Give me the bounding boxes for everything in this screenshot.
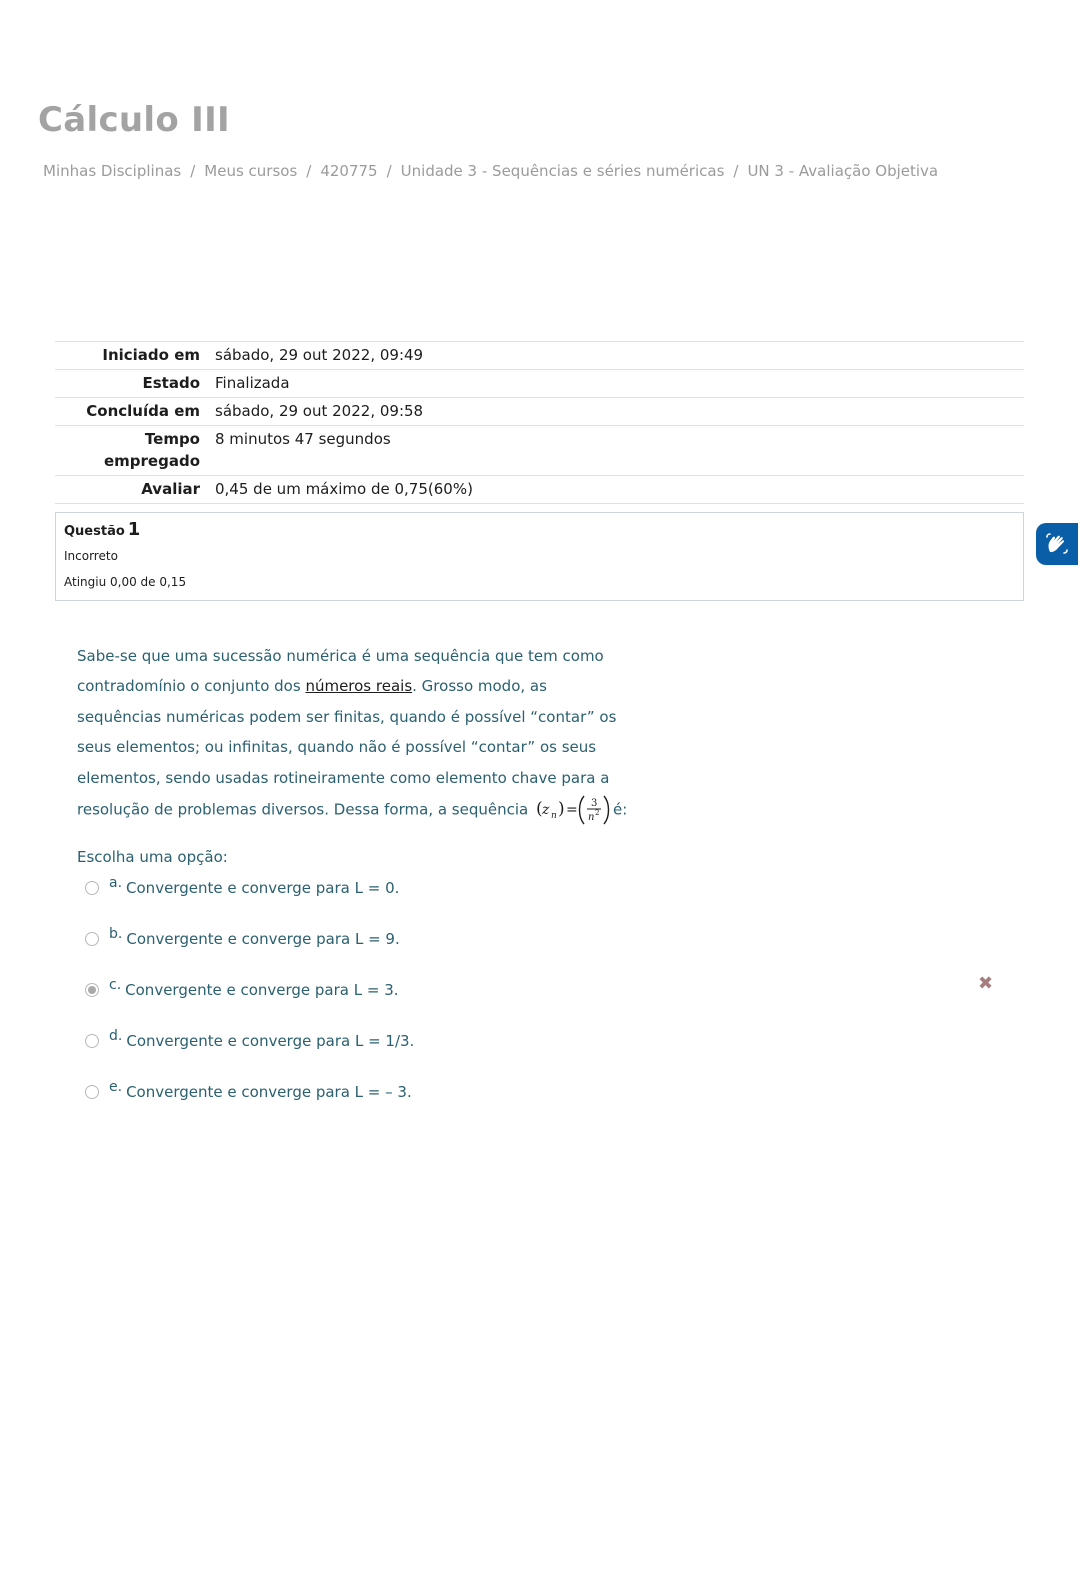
option-radio[interactable] [85,1085,99,1099]
option-letter: a. [109,875,123,891]
question-text-end: é: [613,800,628,819]
summary-row-state [55,370,1024,398]
breadcrumb-separator: / [386,162,392,180]
question-info-box [55,512,1024,601]
option-radio[interactable] [85,1034,99,1048]
svg-text:=: = [566,802,578,819]
page-title: Cálculo III [38,100,231,140]
formula-subscript: n [551,811,557,822]
breadcrumb-separator: / [190,162,196,180]
formula-exponent: 2 [595,809,600,818]
summary-row-started [55,342,1024,370]
summary-label: Concluída em [86,402,200,420]
summary-value: Finalizada [215,374,290,392]
breadcrumb-item-quiz[interactable]: UN 3 - Avaliação Objetiva [747,162,939,180]
svg-text:): ) [558,799,565,820]
option-text: Convergente e converge para L = 3. [125,981,399,999]
summary-row-completed [55,398,1024,426]
answer-option-d[interactable] [85,1028,415,1050]
breadcrumb-item-unit[interactable]: Unidade 3 - Sequências e séries numéricas [400,162,725,180]
hand-sign-language-icon [1044,531,1070,557]
option-radio[interactable] [85,932,99,946]
option-letter: c. [109,977,122,993]
option-radio-selected[interactable] [85,983,99,997]
summary-value: sábado, 29 out 2022, 09:49 [215,346,424,364]
option-text: Convergente e converge para L = 0. [126,879,400,897]
formula-variable: z [542,802,550,819]
close-icon: ✖ [978,973,994,994]
option-letter: b. [109,926,123,942]
summary-row-grade [55,476,1024,504]
question-text-part: Sabe-se que uma sucessão numérica é uma sequência que tem como contradomínio o conjunto dos [77,647,604,696]
formula-denominator: n [588,812,595,824]
summary-row-time [55,426,1024,476]
answer-option-e[interactable] [85,1079,412,1101]
question-mark: Atingiu 0,00 de 0,15 [64,575,187,589]
question-link-numeros-reais[interactable]: números reais [305,677,413,696]
option-letter: e. [109,1079,123,1095]
accessibility-button[interactable] [1036,523,1078,565]
option-text: Convergente e converge para L = 9. [126,930,400,948]
answer-prompt: Escolha uma opção: [77,848,228,866]
breadcrumb-separator: / [733,162,739,180]
answer-option-b[interactable] [85,926,400,948]
answer-option-a[interactable] [85,875,400,897]
summary-label [55,426,208,476]
summary-value: 0,45 de um máximo de 0,75(60%) [215,480,473,498]
summary-value: sábado, 29 out 2022, 09:58 [215,402,424,420]
formula-numerator: 3 [591,798,598,810]
question-text [77,641,632,827]
question-state: Incorreto [64,549,118,563]
option-text: Convergente e converge para L = 1/3. [126,1032,415,1050]
breadcrumb-item-minhas-disciplinas[interactable]: Minhas Disciplinas [43,162,182,180]
summary-label: Estado [142,374,200,392]
summary-label: Iniciado em [102,346,200,364]
attempt-summary-table [55,341,1024,504]
breadcrumb-item-meus-cursos[interactable]: Meus cursos [204,162,298,180]
question-label: Questão [64,524,125,539]
question-number-value: 1 [127,519,141,540]
breadcrumb-item-course-id[interactable]: 420775 [320,162,378,180]
option-text: Convergente e converge para L = – 3. [126,1083,412,1101]
summary-label-line: Tempo [144,430,200,448]
sequence-formula [535,793,611,827]
summary-value: 8 minutos 47 segundos [215,430,391,448]
question-number [64,519,140,540]
option-letter: d. [109,1028,123,1044]
question-text-part: . Grosso modo, as sequências numéricas podem ser finitas, quando é possível “contar” os seus elementos; ou infinitas, quando não é possível “contar” os seus elementos, sendo usadas rotineiramente como elemento chave para a resolução de problemas diversos. Dessa forma, a sequência [77,677,617,819]
breadcrumb [43,162,938,180]
summary-label: Avaliar [141,480,200,498]
option-radio[interactable] [85,881,99,895]
breadcrumb-separator: / [306,162,312,180]
answer-option-c[interactable] [85,977,399,999]
summary-label-line: empregado [103,452,200,470]
svg-text:(: ( [536,799,543,820]
